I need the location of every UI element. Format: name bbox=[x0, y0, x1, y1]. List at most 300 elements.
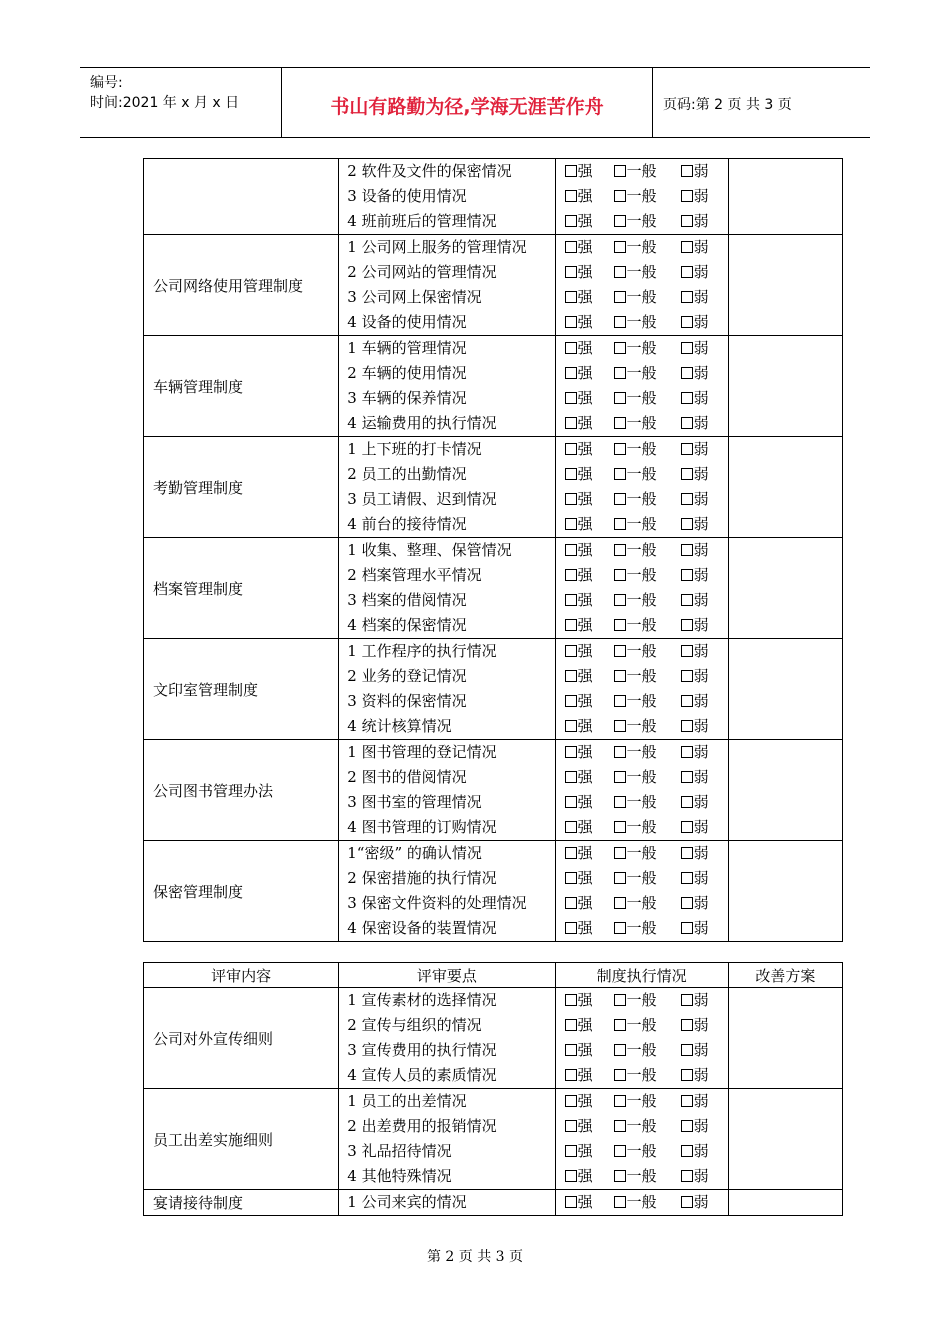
checkbox-icon[interactable] bbox=[614, 1019, 626, 1031]
points-cell bbox=[339, 740, 555, 841]
checkbox-icon[interactable] bbox=[681, 165, 693, 177]
rating-option[interactable] bbox=[565, 209, 614, 234]
table-row bbox=[144, 740, 843, 841]
checkbox-icon[interactable] bbox=[614, 670, 626, 682]
rating-option-label: 一般 bbox=[626, 465, 657, 483]
rating-option-label: 强 bbox=[577, 389, 593, 407]
checkbox-icon[interactable] bbox=[565, 1120, 577, 1132]
review-point: 1 员工的出差情况 bbox=[347, 1092, 467, 1110]
checkbox-icon[interactable] bbox=[565, 190, 577, 202]
checkbox-icon[interactable] bbox=[614, 847, 626, 859]
rating-option[interactable] bbox=[614, 260, 681, 285]
checkbox-icon[interactable] bbox=[565, 645, 577, 657]
checkbox-icon[interactable] bbox=[681, 821, 693, 833]
rating-option[interactable] bbox=[614, 184, 681, 209]
checkbox-icon[interactable] bbox=[565, 443, 577, 455]
rating-option[interactable] bbox=[681, 1089, 709, 1114]
checkbox-icon[interactable] bbox=[681, 392, 693, 404]
rating-option[interactable] bbox=[681, 916, 709, 941]
rating-option[interactable] bbox=[681, 487, 709, 512]
checkbox-icon[interactable] bbox=[614, 443, 626, 455]
checkbox-icon[interactable] bbox=[565, 695, 577, 707]
checkbox-icon[interactable] bbox=[565, 468, 577, 480]
rating-options bbox=[556, 765, 728, 790]
improvement-plan-cell[interactable] bbox=[728, 437, 842, 538]
rating-option[interactable] bbox=[681, 689, 709, 714]
rating-option[interactable] bbox=[565, 538, 614, 563]
rating-option[interactable] bbox=[614, 1038, 681, 1063]
checkbox-icon[interactable] bbox=[614, 241, 626, 253]
rating-option-label: 强 bbox=[577, 743, 593, 761]
improvement-plan-cell[interactable] bbox=[728, 1089, 842, 1190]
rating-option[interactable] bbox=[565, 285, 614, 310]
rating-option[interactable] bbox=[681, 664, 709, 689]
rating-cell bbox=[555, 538, 728, 639]
checkbox-icon[interactable] bbox=[614, 619, 626, 631]
checkbox-icon[interactable] bbox=[565, 594, 577, 606]
rating-option[interactable] bbox=[565, 689, 614, 714]
rating-cell bbox=[555, 159, 728, 235]
rating-option[interactable] bbox=[614, 588, 681, 613]
checkbox-icon[interactable] bbox=[565, 392, 577, 404]
improvement-plan-cell[interactable] bbox=[728, 988, 842, 1089]
rating-option[interactable] bbox=[681, 714, 709, 739]
header-execution-status: 制度执行情况 bbox=[555, 963, 728, 988]
rating-option[interactable] bbox=[614, 411, 681, 436]
page-footer: 第 2 页 共 3 页 bbox=[426, 1249, 524, 1265]
checkbox-icon[interactable] bbox=[614, 1170, 626, 1182]
checkbox-icon[interactable] bbox=[681, 417, 693, 429]
rating-option[interactable] bbox=[565, 462, 614, 487]
rating-option[interactable] bbox=[565, 664, 614, 689]
rating-option[interactable] bbox=[681, 815, 709, 840]
checkbox-icon[interactable] bbox=[614, 569, 626, 581]
rating-option-label: 一般 bbox=[626, 212, 657, 230]
checkbox-icon[interactable] bbox=[614, 342, 626, 354]
improvement-plan-cell[interactable] bbox=[728, 841, 842, 942]
rating-option[interactable] bbox=[614, 1139, 681, 1164]
rating-option-label: 弱 bbox=[693, 339, 709, 357]
checkbox-icon[interactable] bbox=[681, 872, 693, 884]
rating-option[interactable] bbox=[681, 1114, 709, 1139]
checkbox-icon[interactable] bbox=[565, 821, 577, 833]
rating-option[interactable] bbox=[565, 988, 614, 1013]
rating-option[interactable] bbox=[681, 563, 709, 588]
rating-option[interactable] bbox=[681, 336, 709, 361]
checkbox-icon[interactable] bbox=[565, 417, 577, 429]
checkbox-icon[interactable] bbox=[565, 1170, 577, 1182]
checkbox-icon[interactable] bbox=[565, 241, 577, 253]
rating-option[interactable] bbox=[565, 1114, 614, 1139]
rating-option[interactable] bbox=[681, 361, 709, 386]
checkbox-icon[interactable] bbox=[681, 266, 693, 278]
improvement-plan-cell[interactable] bbox=[728, 1190, 842, 1216]
rating-cell bbox=[555, 235, 728, 336]
review-point: 4 统计核算情况 bbox=[347, 717, 452, 735]
rating-option-label: 一般 bbox=[626, 288, 657, 306]
rating-option[interactable] bbox=[565, 411, 614, 436]
rating-option[interactable] bbox=[681, 260, 709, 285]
checkbox-icon[interactable] bbox=[614, 994, 626, 1006]
checkbox-icon[interactable] bbox=[681, 720, 693, 732]
checkbox-icon[interactable] bbox=[614, 771, 626, 783]
review-point: 2 出差费用的报销情况 bbox=[347, 1117, 497, 1135]
rating-option[interactable] bbox=[614, 613, 681, 638]
rating-option[interactable] bbox=[681, 1013, 709, 1038]
rating-option[interactable] bbox=[681, 613, 709, 638]
improvement-plan-cell[interactable] bbox=[728, 639, 842, 740]
rating-option[interactable] bbox=[614, 988, 681, 1013]
rating-option[interactable] bbox=[614, 512, 681, 537]
checkbox-icon[interactable] bbox=[565, 1196, 577, 1208]
checkbox-icon[interactable] bbox=[681, 1019, 693, 1031]
rating-option[interactable] bbox=[614, 235, 681, 260]
improvement-plan-cell[interactable] bbox=[728, 159, 842, 235]
rating-option-label: 弱 bbox=[693, 692, 709, 710]
rating-option-label: 一般 bbox=[626, 743, 657, 761]
rating-option[interactable] bbox=[614, 361, 681, 386]
rating-option[interactable] bbox=[614, 815, 681, 840]
rating-option[interactable] bbox=[565, 740, 614, 765]
checkbox-icon[interactable] bbox=[565, 922, 577, 934]
checkbox-icon[interactable] bbox=[681, 594, 693, 606]
rating-option[interactable] bbox=[614, 1114, 681, 1139]
checkbox-icon[interactable] bbox=[681, 518, 693, 530]
rating-option[interactable] bbox=[681, 1139, 709, 1164]
rating-option[interactable] bbox=[565, 1164, 614, 1189]
rating-option[interactable] bbox=[614, 159, 681, 184]
review-point: 3 礼品招待情况 bbox=[347, 1142, 452, 1160]
checkbox-icon[interactable] bbox=[681, 241, 693, 253]
checkbox-icon[interactable] bbox=[565, 746, 577, 758]
rating-option-label: 强 bbox=[577, 238, 593, 256]
checkbox-icon[interactable] bbox=[614, 720, 626, 732]
rating-option-label: 一般 bbox=[626, 263, 657, 281]
rating-option[interactable] bbox=[681, 310, 709, 335]
checkbox-icon[interactable] bbox=[565, 569, 577, 581]
rating-option[interactable] bbox=[681, 1190, 709, 1215]
table-row bbox=[144, 1190, 843, 1216]
rating-option[interactable] bbox=[681, 538, 709, 563]
rating-option[interactable] bbox=[681, 765, 709, 790]
rating-option-label: 强 bbox=[577, 339, 593, 357]
rating-option[interactable] bbox=[681, 159, 709, 184]
rating-option[interactable] bbox=[614, 437, 681, 462]
checkbox-icon[interactable] bbox=[565, 1019, 577, 1031]
rating-option[interactable] bbox=[681, 790, 709, 815]
checkbox-icon[interactable] bbox=[681, 1170, 693, 1182]
rating-option[interactable] bbox=[681, 235, 709, 260]
rating-option[interactable] bbox=[681, 988, 709, 1013]
rating-option[interactable] bbox=[614, 285, 681, 310]
rating-option[interactable] bbox=[614, 386, 681, 411]
rating-option[interactable] bbox=[681, 386, 709, 411]
rating-option[interactable] bbox=[565, 386, 614, 411]
rating-option[interactable] bbox=[681, 411, 709, 436]
rating-option[interactable] bbox=[681, 1063, 709, 1088]
rating-option[interactable] bbox=[614, 336, 681, 361]
category-cell bbox=[144, 159, 339, 235]
checkbox-icon[interactable] bbox=[565, 670, 577, 682]
checkbox-icon[interactable] bbox=[681, 1120, 693, 1132]
checkbox-icon[interactable] bbox=[614, 897, 626, 909]
checkbox-icon[interactable] bbox=[681, 695, 693, 707]
checkbox-icon[interactable] bbox=[681, 291, 693, 303]
rating-options bbox=[556, 462, 728, 487]
rating-option[interactable] bbox=[681, 891, 709, 916]
checkbox-icon[interactable] bbox=[614, 493, 626, 505]
checkbox-icon[interactable] bbox=[681, 468, 693, 480]
improvement-plan-cell[interactable] bbox=[728, 538, 842, 639]
checkbox-icon[interactable] bbox=[614, 291, 626, 303]
checkbox-icon[interactable] bbox=[681, 316, 693, 328]
checkbox-icon[interactable] bbox=[681, 645, 693, 657]
checkbox-icon[interactable] bbox=[614, 165, 626, 177]
rating-option[interactable] bbox=[565, 790, 614, 815]
checkbox-icon[interactable] bbox=[614, 695, 626, 707]
checkbox-icon[interactable] bbox=[565, 215, 577, 227]
rating-option[interactable] bbox=[565, 159, 614, 184]
rating-option-label: 弱 bbox=[693, 364, 709, 382]
review-point: 3 车辆的保养情况 bbox=[347, 389, 467, 407]
rating-option[interactable] bbox=[565, 235, 614, 260]
rating-option[interactable] bbox=[614, 765, 681, 790]
checkbox-icon[interactable] bbox=[614, 215, 626, 227]
rating-option[interactable] bbox=[681, 1038, 709, 1063]
rating-option-label: 一般 bbox=[626, 894, 657, 912]
rating-option[interactable] bbox=[565, 260, 614, 285]
checkbox-icon[interactable] bbox=[565, 1095, 577, 1107]
checkbox-icon[interactable] bbox=[565, 1044, 577, 1056]
checkbox-icon[interactable] bbox=[565, 518, 577, 530]
checkbox-icon[interactable] bbox=[614, 316, 626, 328]
improvement-plan-cell[interactable] bbox=[728, 235, 842, 336]
rating-option[interactable] bbox=[614, 1190, 681, 1215]
rating-option[interactable] bbox=[565, 487, 614, 512]
rating-option[interactable] bbox=[565, 613, 614, 638]
improvement-plan-cell[interactable] bbox=[728, 336, 842, 437]
document-header bbox=[80, 67, 870, 138]
checkbox-icon[interactable] bbox=[614, 392, 626, 404]
checkbox-icon[interactable] bbox=[681, 443, 693, 455]
checkbox-icon[interactable] bbox=[565, 847, 577, 859]
review-table-1 bbox=[143, 158, 843, 942]
rating-option[interactable] bbox=[614, 1013, 681, 1038]
rating-option[interactable] bbox=[614, 1063, 681, 1088]
rating-option[interactable] bbox=[565, 639, 614, 664]
checkbox-icon[interactable] bbox=[565, 544, 577, 556]
rating-option[interactable] bbox=[681, 285, 709, 310]
rating-option[interactable] bbox=[681, 639, 709, 664]
rating-option-label: 弱 bbox=[693, 667, 709, 685]
rating-option[interactable] bbox=[565, 512, 614, 537]
checkbox-icon[interactable] bbox=[614, 821, 626, 833]
checkbox-icon[interactable] bbox=[681, 1069, 693, 1081]
checkbox-icon[interactable] bbox=[565, 796, 577, 808]
checkbox-icon[interactable] bbox=[614, 367, 626, 379]
checkbox-icon[interactable] bbox=[565, 266, 577, 278]
checkbox-icon[interactable] bbox=[614, 544, 626, 556]
checkbox-icon[interactable] bbox=[681, 367, 693, 379]
rating-option[interactable] bbox=[614, 866, 681, 891]
checkbox-icon[interactable] bbox=[681, 190, 693, 202]
rating-option[interactable] bbox=[681, 841, 709, 866]
rating-option[interactable] bbox=[565, 563, 614, 588]
checkbox-icon[interactable] bbox=[614, 1044, 626, 1056]
checkbox-icon[interactable] bbox=[681, 746, 693, 758]
rating-option[interactable] bbox=[681, 462, 709, 487]
checkbox-icon[interactable] bbox=[681, 897, 693, 909]
rating-option-label: 弱 bbox=[693, 440, 709, 458]
rating-option[interactable] bbox=[565, 891, 614, 916]
rating-option[interactable] bbox=[565, 866, 614, 891]
rating-option-label: 强 bbox=[577, 616, 593, 634]
checkbox-icon[interactable] bbox=[681, 215, 693, 227]
checkbox-icon[interactable] bbox=[681, 493, 693, 505]
checkbox-icon[interactable] bbox=[565, 493, 577, 505]
rating-option[interactable] bbox=[614, 639, 681, 664]
rating-option[interactable] bbox=[614, 563, 681, 588]
improvement-plan-cell[interactable] bbox=[728, 740, 842, 841]
checkbox-icon[interactable] bbox=[614, 1120, 626, 1132]
checkbox-icon[interactable] bbox=[614, 1196, 626, 1208]
rating-option[interactable] bbox=[614, 664, 681, 689]
checkbox-icon[interactable] bbox=[565, 771, 577, 783]
rating-option[interactable] bbox=[614, 538, 681, 563]
rating-option[interactable] bbox=[614, 790, 681, 815]
checkbox-icon[interactable] bbox=[565, 367, 577, 379]
rating-option[interactable] bbox=[565, 1038, 614, 1063]
checkbox-icon[interactable] bbox=[681, 847, 693, 859]
rating-option[interactable] bbox=[565, 1190, 614, 1215]
checkbox-icon[interactable] bbox=[614, 1095, 626, 1107]
checkbox-icon[interactable] bbox=[614, 1145, 626, 1157]
rating-option[interactable] bbox=[681, 588, 709, 613]
rating-option[interactable] bbox=[565, 1063, 614, 1088]
checkbox-icon[interactable] bbox=[681, 569, 693, 581]
rating-option[interactable] bbox=[681, 437, 709, 462]
rating-option[interactable] bbox=[565, 916, 614, 941]
checkbox-icon[interactable] bbox=[681, 1196, 693, 1208]
rating-option[interactable] bbox=[614, 891, 681, 916]
checkbox-icon[interactable] bbox=[681, 544, 693, 556]
checkbox-icon[interactable] bbox=[614, 518, 626, 530]
rating-option[interactable] bbox=[681, 512, 709, 537]
points-cell bbox=[339, 437, 555, 538]
rating-option[interactable] bbox=[614, 714, 681, 739]
checkbox-icon[interactable] bbox=[565, 316, 577, 328]
rating-option[interactable] bbox=[565, 815, 614, 840]
checkbox-icon[interactable] bbox=[681, 922, 693, 934]
table-row bbox=[144, 437, 843, 538]
category-cell: 考勤管理制度 bbox=[144, 437, 339, 538]
checkbox-icon[interactable] bbox=[681, 1145, 693, 1157]
checkbox-icon[interactable] bbox=[565, 1145, 577, 1157]
rating-option[interactable] bbox=[681, 866, 709, 891]
rating-option[interactable] bbox=[614, 310, 681, 335]
checkbox-icon[interactable] bbox=[565, 872, 577, 884]
checkbox-icon[interactable] bbox=[614, 594, 626, 606]
rating-option[interactable] bbox=[614, 487, 681, 512]
checkbox-icon[interactable] bbox=[565, 291, 577, 303]
checkbox-icon[interactable] bbox=[614, 266, 626, 278]
rating-option[interactable] bbox=[681, 184, 709, 209]
rating-options bbox=[556, 891, 728, 916]
checkbox-icon[interactable] bbox=[565, 619, 577, 631]
rating-option[interactable] bbox=[565, 361, 614, 386]
checkbox-icon[interactable] bbox=[614, 1069, 626, 1081]
checkbox-icon[interactable] bbox=[565, 342, 577, 354]
checkbox-icon[interactable] bbox=[565, 994, 577, 1006]
points-cell bbox=[339, 538, 555, 639]
rating-option[interactable] bbox=[565, 336, 614, 361]
rating-option[interactable] bbox=[565, 1013, 614, 1038]
rating-option[interactable] bbox=[565, 714, 614, 739]
rating-option-label: 强 bbox=[577, 1016, 593, 1034]
rating-option[interactable] bbox=[565, 588, 614, 613]
rating-option[interactable] bbox=[565, 1139, 614, 1164]
rating-options bbox=[556, 386, 728, 411]
checkbox-icon[interactable] bbox=[681, 1095, 693, 1107]
checkbox-icon[interactable] bbox=[614, 417, 626, 429]
rating-option[interactable] bbox=[565, 184, 614, 209]
rating-option[interactable] bbox=[565, 1089, 614, 1114]
rating-option[interactable] bbox=[565, 310, 614, 335]
rating-option[interactable] bbox=[614, 1164, 681, 1189]
rating-option[interactable] bbox=[614, 209, 681, 234]
rating-option[interactable] bbox=[681, 740, 709, 765]
checkbox-icon[interactable] bbox=[614, 872, 626, 884]
checkbox-icon[interactable] bbox=[681, 796, 693, 808]
rating-options bbox=[556, 437, 728, 462]
checkbox-icon[interactable] bbox=[681, 342, 693, 354]
checkbox-icon[interactable] bbox=[614, 645, 626, 657]
rating-option[interactable] bbox=[565, 765, 614, 790]
rating-option[interactable] bbox=[614, 916, 681, 941]
review-point: 3 保密文件资料的处理情况 bbox=[347, 894, 527, 912]
checkbox-icon[interactable] bbox=[565, 897, 577, 909]
checkbox-icon[interactable] bbox=[681, 619, 693, 631]
checkbox-icon[interactable] bbox=[614, 796, 626, 808]
rating-option[interactable] bbox=[565, 437, 614, 462]
rating-options bbox=[556, 487, 728, 512]
rating-option[interactable] bbox=[614, 841, 681, 866]
rating-option[interactable] bbox=[614, 462, 681, 487]
checkbox-icon[interactable] bbox=[614, 746, 626, 758]
checkbox-icon[interactable] bbox=[565, 165, 577, 177]
checkbox-icon[interactable] bbox=[614, 190, 626, 202]
rating-option-label: 强 bbox=[577, 288, 593, 306]
checkbox-icon[interactable] bbox=[565, 720, 577, 732]
rating-option[interactable] bbox=[565, 841, 614, 866]
checkbox-icon[interactable] bbox=[681, 670, 693, 682]
checkbox-icon[interactable] bbox=[614, 468, 626, 480]
checkbox-icon[interactable] bbox=[614, 922, 626, 934]
rating-option[interactable] bbox=[681, 209, 709, 234]
rating-cell bbox=[555, 1089, 728, 1190]
checkbox-icon[interactable] bbox=[565, 1069, 577, 1081]
checkbox-icon[interactable] bbox=[681, 994, 693, 1006]
rating-option-label: 弱 bbox=[693, 844, 709, 862]
rating-option-label: 弱 bbox=[693, 288, 709, 306]
rating-option[interactable] bbox=[614, 689, 681, 714]
rating-option-label: 强 bbox=[577, 515, 593, 533]
rating-option[interactable] bbox=[614, 1089, 681, 1114]
checkbox-icon[interactable] bbox=[681, 771, 693, 783]
checkbox-icon[interactable] bbox=[681, 1044, 693, 1056]
rating-option[interactable] bbox=[681, 1164, 709, 1189]
rating-option[interactable] bbox=[614, 740, 681, 765]
